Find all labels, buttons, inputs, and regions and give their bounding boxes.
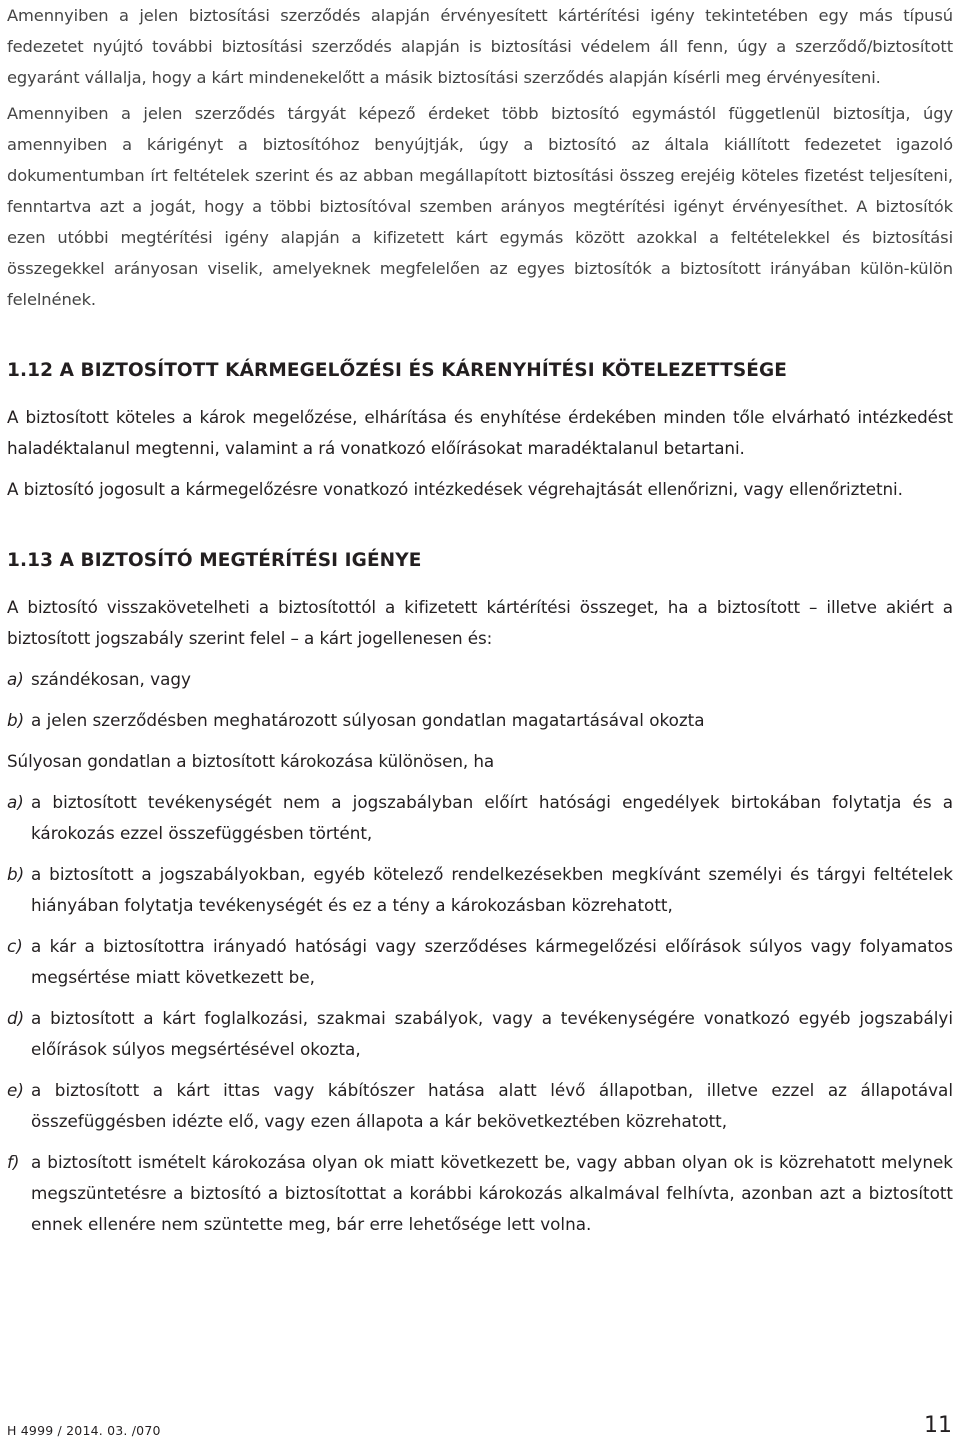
paragraph-multiple-insurers: Amennyiben a jelen szerződés tárgyát képező érdeket több biztosító egymástól függetlenül biztosítja, úgy amennyiben a kárigényt a biztosítóhoz benyújtják, úgy a biztosító az általa kiállított fedezetet igazoló dokumentumban írt feltételek szerint és az abban megállapított biztosítási összeg erejéig köteles fizetést teljesíteni, fenntartva azt a jogát, hogy a többi biztosítóval szemben arányos megtérítési igényt érvényesíthet. A biztosítók ezen utóbbi megtérítési igény alapján a kifizetett kárt egymás között azokkal a feltételekkel és biztosítási összegekkel arányosan viselik, amelyeknek megfelelően az egyes biztosítók a biztosított irányában külön-külön felelnének. (7, 104, 953, 309)
list-text: a biztosított a jogszabályokban, egyéb kötelező rendelkezésekben megkívánt személyi és tárgyi feltételek hiányában folytatja tevékenységét és ez a tény a károkozásban közrehatott, (31, 864, 953, 915)
section-heading-1-12: 1.12 A BIZTOSÍTOTT KÁRMEGELŐZÉSI ÉS KÁRENYHÍTÉSI KÖTELEZETTSÉGE (7, 360, 788, 381)
list-marker: b) (7, 710, 25, 730)
paragraph-1-12-duty: A biztosított köteles a károk megelőzése, elhárítása és enyhítése érdekében minden tőle elvárható intézkedést haladéktalanul megtenni, valamint a rá vonatkozó előírásokat maradéktalanul betartani. (7, 407, 953, 458)
paragraph-other-insurance: Amennyiben a jelen biztosítási szerződés alapján érvényesített kártérítési igény tekintetében egy más típusú fedezetet nyújtó további biztosítási szerződés alapján is biztosítási védelem áll fenn, úgy a szerződő/biztosított egyaránt vállalja, hogy a kárt mindenekelőtt a másik biztosítási szerződés alapján kísérli meg érvényesíteni. (7, 6, 953, 87)
list-marker: d) (7, 1008, 25, 1028)
list-text: a biztosított a kárt foglalkozási, szakmai szabályok, vagy a tevékenységére vonatkozó egyéb jogszabályi előírások súlyos megsértésével okozta, (31, 1008, 953, 1059)
list-marker: f) (7, 1152, 20, 1172)
section-heading-1-13: 1.13 A BIZTOSÍTÓ MEGTÉRÍTÉSI IGÉNYE (7, 550, 422, 571)
list-marker: c) (7, 936, 23, 956)
footer-page-number: 11 (924, 1413, 952, 1438)
document-body (7, 0, 953, 1240)
list-marker: a) (7, 669, 24, 689)
list-item (7, 787, 953, 849)
list-item (7, 664, 953, 695)
list-text: szándékosan, vagy (31, 669, 191, 689)
list-marker: e) (7, 1080, 24, 1100)
list-item (7, 1003, 953, 1065)
list-item (7, 859, 953, 921)
list-marker: a) (7, 792, 24, 812)
list-text: a kár a biztosítottra irányadó hatósági vagy szerződéses kármegelőzési előírások súlyos vagy folyamatos megsértése miatt következett be, (31, 936, 953, 987)
list-item (7, 1147, 953, 1240)
paragraph-1-13-gross-negligence: Súlyosan gondatlan a biztosított károkozása különösen, ha (7, 751, 495, 771)
list-text: a biztosított ismételt károkozása olyan ok miatt következett be, vagy abban olyan ok is közrehatott melynek megszüntetésre a biztosító a biztosítottat a korábbi károkozás alkalmával felhívta, azonban azt a biztosított ennek ellenére nem szüntette meg, bár erre lehetősége lett volna. (31, 1152, 953, 1234)
list-text: a jelen szerződésben meghatározott súlyosan gondatlan magatartásával okozta (31, 710, 705, 730)
list-text: a biztosított a kárt ittas vagy kábítószer hatása alatt lévő állapotban, illetve ezzel az állapotával összefüggésben idézte elő, vagy ezen állapota a kár bekövetkeztében közrehatott, (31, 1080, 953, 1131)
paragraph-1-12-check: A biztosító jogosult a kármegelőzésre vonatkozó intézkedések végrehajtását ellenőrizni, vagy ellenőriztetni. (7, 479, 903, 499)
list-marker: b) (7, 864, 25, 884)
list-item (7, 705, 953, 736)
list-text: a biztosított tevékenységét nem a jogszabályban előírt hatósági engedélyek birtokában folytatja és a károkozás ezzel összefüggésben történt, (31, 792, 953, 843)
paragraph-1-13-intro: A biztosító visszakövetelheti a biztosítottól a kifizetett kártérítési összeget, ha a biztosított – illetve akiért a biztosított jogszabály szerint felel – a kárt jogellenesen és: (7, 597, 953, 648)
footer-document-code: H 4999 / 2014. 03. /070 (7, 1423, 161, 1438)
list-item (7, 1075, 953, 1137)
list-item (7, 931, 953, 993)
